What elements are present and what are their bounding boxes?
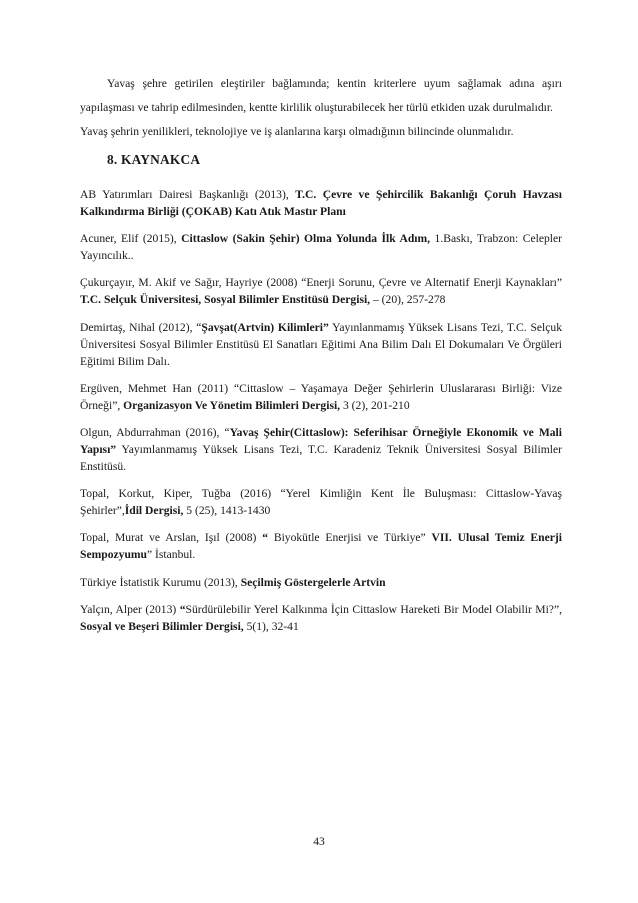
reference-list [80, 186, 562, 645]
reference-item: Acuner, Elif (2015), Cittaslow (Sakin Şehir) Olma Yolunda İlk Adım, 1.Baskı, Trabzon: Celepler Yayıncılık.. [80, 232, 562, 263]
reference-item: Topal, Korkut, Kiper, Tuğba (2016) “Yerel Kimliğin Kent İle Buluşması: Cittaslow-Yavaş Şehirler”,İdil Dergisi, 5 (25), 1413-1430 [80, 487, 562, 518]
reference-item: Ergüven, Mehmet Han (2011) “Cittaslow – Yaşamaya Değer Şehirlerin Uluslararası Birliği: Vize Örneği”, Organizasyon Ve Yönetim Bilimleri Dergisi, 3 (2), 201-210 [80, 381, 562, 412]
section-heading: 8. KAYNAKCA [107, 152, 201, 167]
intro-paragraph-2: Yavaş şehrin yenilikleri, teknolojiye ve iş alanlarına karşı olmadığının bilincinde olunmalıdır. [80, 125, 514, 138]
reference-item: Demirtaş, Nihal (2012), “Şavşat(Artvin) Kilimleri” Yayınlanmamış Yüksek Lisans Tezi, T.C. Selçuk Üniversitesi Sosyal Bilimler Enstitüsü El Sanatları Eğitimi Ana Bilim Dalı El Dokumaları Ve Örgüleri Eğitimi Bilim Dalı. [80, 320, 562, 368]
intro-section [80, 72, 562, 144]
page-number: 43 [313, 835, 325, 848]
reference-item: Çukurçayır, M. Akif ve Sağır, Hayriye (2008) “Enerji Sorunu, Çevre ve Alternatif Enerji Kaynakları” T.C. Selçuk Üniversitesi, Sosyal Bilimler Enstitüsü Dergisi, – (20), 257-278 [80, 276, 562, 307]
reference-item: Türkiye İstatistik Kurumu (2013), Seçilmiş Göstergelerle Artvin [80, 575, 386, 589]
reference-item: AB Yatırımları Dairesi Başkanlığı (2013), T.C. Çevre ve Şehircilik Bakanlığı Çoruh Havzası Kalkındırma Birliği (ÇOKAB) Katı Atık Mastır Planı [80, 188, 562, 218]
reference-item: Yalçın, Alper (2013) “Sürdürülebilir Yerel Kalkınma İçin Cittaslow Hareketi Bir Model Olabilir Mi?”, Sosyal ve Beşeri Bilimler Dergisi, 5(1), 32-41 [80, 602, 562, 633]
reference-item: Topal, Murat ve Arslan, Işıl (2008) “ Biyokütle Enerjisi ve Türkiye” VII. Ulusal Temiz Enerji Sempozyumu” İstanbul. [80, 531, 562, 562]
intro-paragraph-1: Yavaş şehre getirilen eleştiriler bağlamında; kentin kriterlere uyum sağlamak adına aşırı yapılaşması ve tahrip edilmesinden, kentte kirlilik oluşturabilecek her türlü etkiden uzak durulmalıdır. [80, 77, 562, 114]
reference-item: Olgun, Abdurrahman (2016), “Yavaş Şehir(Cittaslow): Seferihisar Örneğiyle Ekonomik ve Mali Yapısı” Yayımlanmamış Yüksek Lisans Tezi, T.C. Karadeniz Teknik Üniversitesi Sosyal Bilimler Enstitüsü. [80, 425, 562, 473]
